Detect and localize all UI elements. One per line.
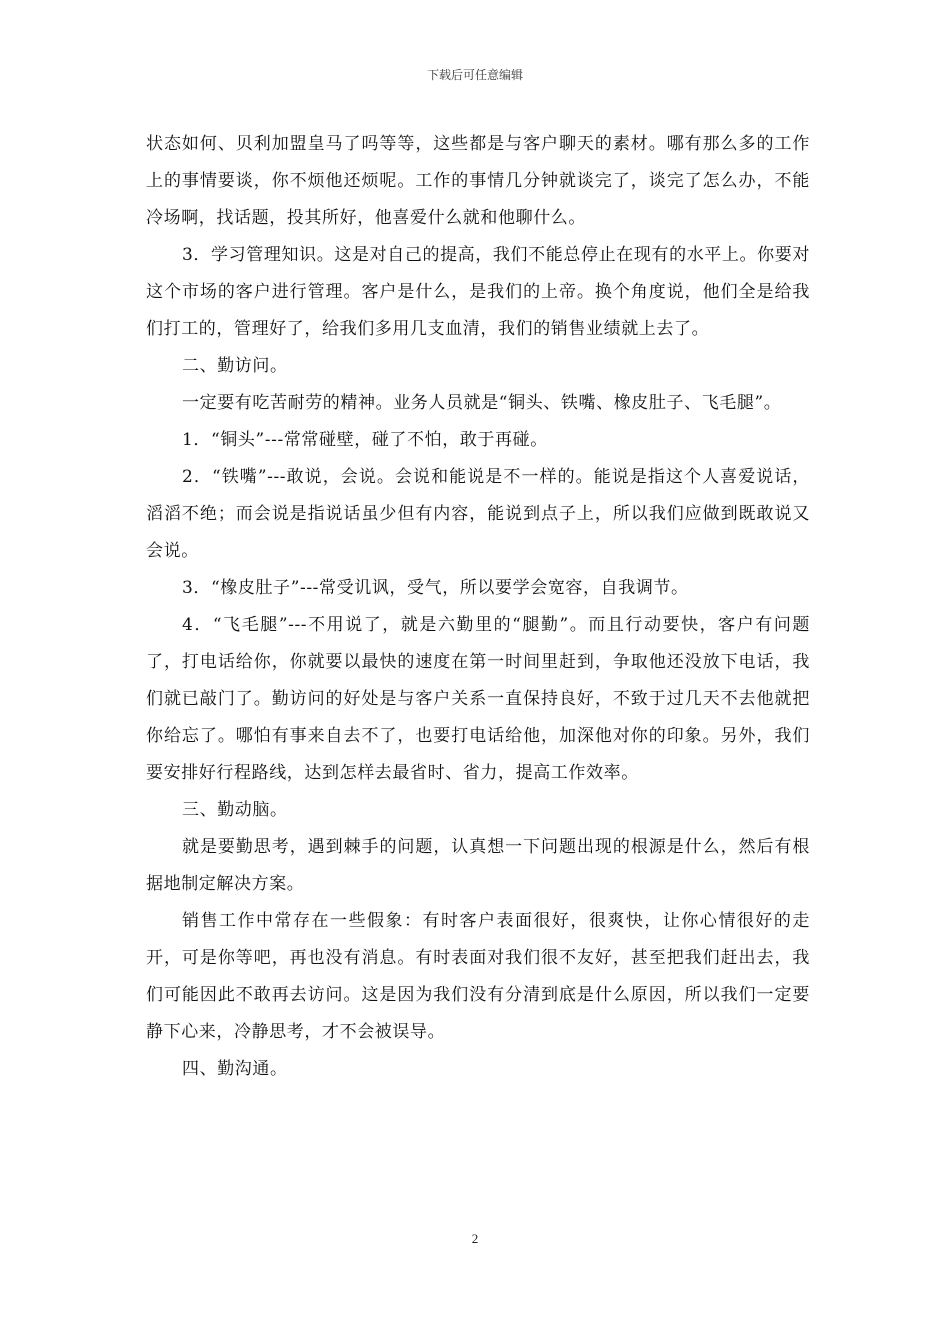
paragraph-4: 一定要有吃苦耐劳的精神。业务人员就是“铜头、铁嘴、橡皮肚子、飞毛腿”。 <box>182 393 782 413</box>
paragraph-10: 就是要勤思考，遇到棘手的问题，认真想一下问题出现的根源是什么，然后有根据地制定解决方案。 <box>146 837 810 894</box>
section-heading-3: 三、勤动脑。 <box>182 800 288 820</box>
section-heading-2: 二、勤访问。 <box>182 356 288 376</box>
document-body <box>146 126 810 1088</box>
paragraph-2: 3．学习管理知识。这是对自己的提高，我们不能总停止在现有的水平上。你要对这个市场的客户进行管理。客户是什么，是我们的上帝。换个角度说，他们全是给我们打工的，管理好了，给我们多用几支血清，我们的销售业绩就上去了。 <box>146 245 810 339</box>
section-heading-4: 四、勤沟通。 <box>182 1059 288 1079</box>
paragraph-1: 状态如何、贝利加盟皇马了吗等等，这些都是与客户聊天的素材。哪有那么多的工作上的事情要谈，你不烦他还烦呢。工作的事情几分钟就谈完了，谈完了怎么办，不能冷场啊，找话题，投其所好，他喜爱什么就和他聊什么。 <box>146 134 810 228</box>
page-header: 下载后可任意编辑 <box>426 68 523 82</box>
list-item-2: 2．“铁嘴”---敢说，会说。会说和能说是不一样的。能说是指这个人喜爱说话，滔滔不绝；而会说是指说话虽少但有内容，能说到点子上，所以我们应做到既敢说又会说。 <box>146 467 810 561</box>
list-item-3: 3．“橡皮肚子”---常受讥讽，受气，所以要学会宽容，自我调节。 <box>182 578 689 598</box>
page-number: 2 <box>471 1231 479 1246</box>
list-item-1: 1．“铜头”---常常碰壁，碰了不怕，敢于再碰。 <box>182 430 548 450</box>
paragraph-11: 销售工作中常存在一些假象：有时客户表面很好，很爽快，让你心情很好的走开，可是你等吧，再也没有消息。有时表面对我们很不友好，甚至把我们赶出去，我们可能因此不敢再去访问。这是因为我们没有分清到底是什么原因，所以我们一定要静下心来，冷静思考，才不会被误导。 <box>146 911 810 1042</box>
list-item-4: 4．“飞毛腿”---不用说了，就是六勤里的“腿勤”。而且行动要快，客户有问题了，打电话给你，你就要以最快的速度在第一时间里赶到，争取他还没放下电话，我们就已敲门了。勤访问的好处是与客户关系一直保持良好，不致于过几天不去他就把你给忘了。哪怕有事来自去不了，也要打电话给他，加深他对你的印象。另外，我们要安排好行程路线，达到怎样去最省时、省力，提高工作效率。 <box>146 615 810 783</box>
